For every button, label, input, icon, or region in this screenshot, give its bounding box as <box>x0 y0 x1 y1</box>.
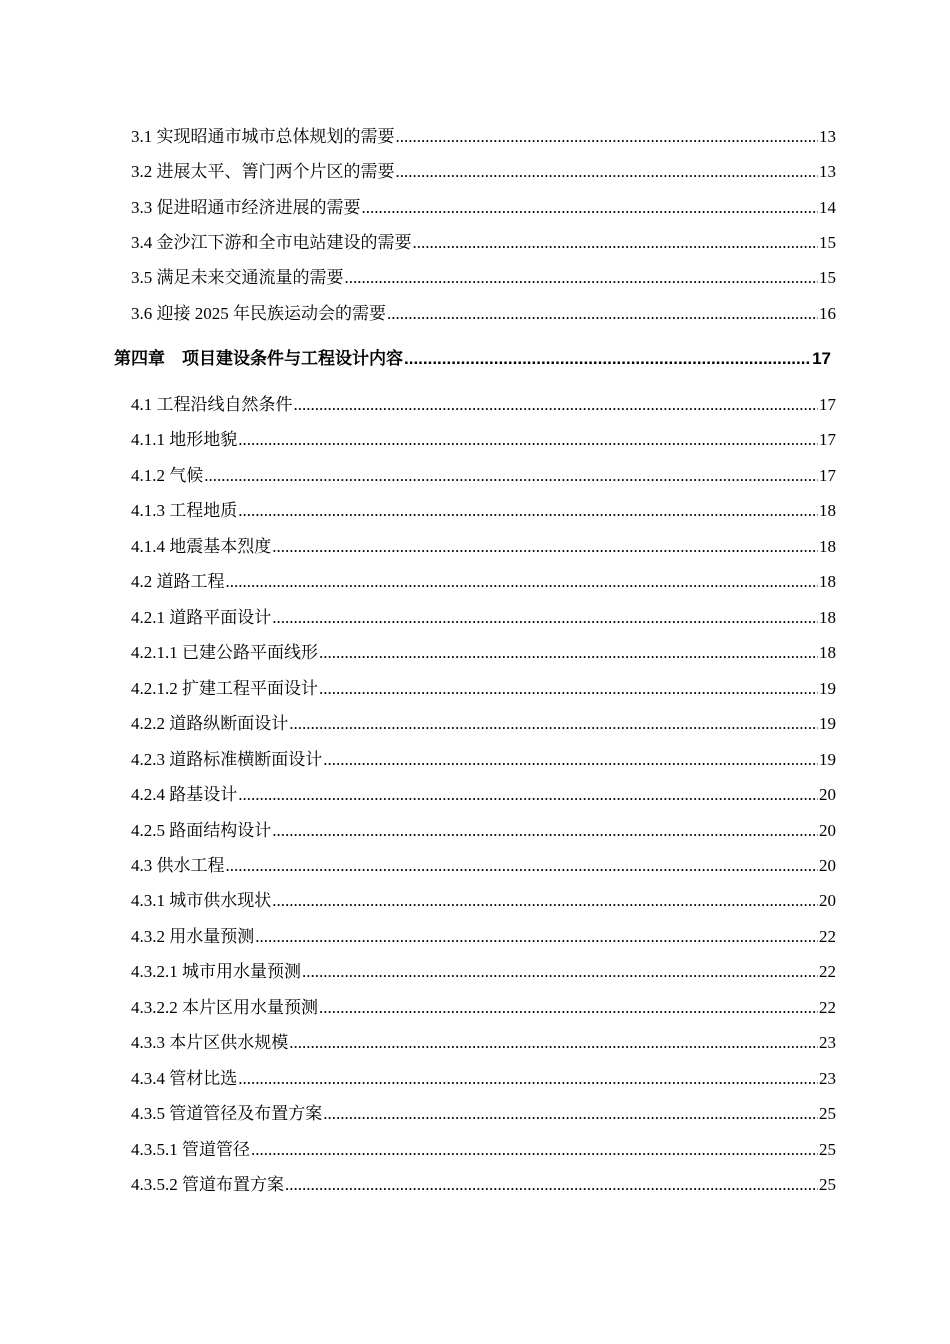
toc-entry[interactable] <box>131 675 836 703</box>
toc-entry-page: 17 <box>819 430 836 449</box>
toc-entry[interactable] <box>131 123 836 151</box>
toc-entry-page: 25 <box>819 1140 836 1159</box>
toc-entry-page: 13 <box>819 162 836 181</box>
dot-leader <box>323 746 818 774</box>
toc-entry-page: 25 <box>819 1104 836 1123</box>
toc-entry-label: 4.3.5.1 管道管径 <box>131 1140 250 1159</box>
toc-entry-label: 3.4 金沙江下游和全市电站建设的需要 <box>131 233 412 252</box>
toc-entry-page: 16 <box>819 304 836 323</box>
toc-entry[interactable] <box>131 710 836 738</box>
toc-entry-label: 4.1.1 地形地貌 <box>131 430 238 449</box>
toc-entry-page: 23 <box>819 1069 836 1088</box>
toc-entry-page: 14 <box>819 198 836 217</box>
toc-entry-page: 15 <box>819 233 836 252</box>
toc-entry-page: 20 <box>819 891 836 910</box>
dot-leader <box>251 1136 818 1164</box>
toc-entry-page: 18 <box>819 608 836 627</box>
dot-leader <box>272 817 818 845</box>
toc-entry-label: 3.3 促进昭通市经济进展的需要 <box>131 198 361 217</box>
dot-leader <box>238 426 818 454</box>
dot-leader <box>238 497 818 525</box>
toc-entry-label: 4.3.1 城市供水现状 <box>131 891 272 910</box>
toc-entry-label: 4.2 道路工程 <box>131 572 225 591</box>
dot-leader <box>255 923 818 951</box>
dot-leader <box>362 194 819 222</box>
toc-entry-label: 4.3.2.1 城市用水量预测 <box>131 962 301 981</box>
toc-entry-page: 17 <box>819 466 836 485</box>
toc-entry-page: 25 <box>819 1175 836 1194</box>
toc-entry-label: 3.6 迎接 2025 年民族运动会的需要 <box>131 304 386 323</box>
toc-entry-page: 19 <box>819 679 836 698</box>
dot-leader <box>302 958 818 986</box>
toc-entry[interactable] <box>131 639 836 667</box>
toc-entry-label: 4.1.3 工程地质 <box>131 501 238 520</box>
toc-entry-label: 4.2.5 路面结构设计 <box>131 821 272 840</box>
toc-entry-label: 4.2.1 道路平面设计 <box>131 608 272 627</box>
dot-leader <box>396 123 819 151</box>
toc-entry-page: 15 <box>819 268 836 287</box>
toc-entry-label: 3.1 实现昭通市城市总体规划的需要 <box>131 127 395 146</box>
dot-leader <box>272 533 818 561</box>
toc-entry-page: 20 <box>819 821 836 840</box>
toc-entry-label: 4.3.2.2 本片区用水量预测 <box>131 998 318 1017</box>
dot-leader <box>238 781 818 809</box>
toc-entry-label: 4.3 供水工程 <box>131 856 225 875</box>
toc-entry-label: 4.3.5.2 管道布置方案 <box>131 1175 284 1194</box>
toc-entry-page: 22 <box>819 998 836 1017</box>
toc-entry-label: 3.5 满足未来交通流量的需要 <box>131 268 344 287</box>
toc-entry-label: 4.1 工程沿线自然条件 <box>131 395 293 414</box>
toc-entry[interactable] <box>131 533 836 561</box>
toc-entry-page: 17 <box>819 395 836 414</box>
toc-entry[interactable] <box>131 391 836 419</box>
dot-leader <box>387 300 818 328</box>
toc-entry-label: 4.1.2 气候 <box>131 466 204 485</box>
dot-leader <box>345 264 819 292</box>
toc-entry-label: 4.3.2 用水量预测 <box>131 927 255 946</box>
toc-entry-page: 19 <box>819 714 836 733</box>
toc-chapter-page: 17 <box>812 349 831 368</box>
dot-leader <box>294 391 819 419</box>
dot-leader <box>319 639 818 667</box>
toc-entry-label: 4.2.1.2 扩建工程平面设计 <box>131 679 318 698</box>
toc-entry-label: 4.2.4 路基设计 <box>131 785 238 804</box>
toc-entry[interactable] <box>131 1100 836 1128</box>
dot-leader <box>319 675 818 703</box>
dot-leader <box>226 568 819 596</box>
dot-leader <box>289 710 818 738</box>
dot-leader <box>285 1171 818 1199</box>
toc-entry-page: 13 <box>819 127 836 146</box>
toc-entry-page: 22 <box>819 927 836 946</box>
toc-chapter-entry[interactable] <box>114 345 831 373</box>
toc-entry[interactable] <box>131 1171 836 1199</box>
dot-leader <box>238 1065 818 1093</box>
toc-entry[interactable] <box>131 604 836 632</box>
dot-leader <box>226 852 819 880</box>
toc-entry-label: 4.3.4 管材比选 <box>131 1069 238 1088</box>
toc-entry[interactable] <box>131 746 836 774</box>
toc-entry[interactable] <box>131 264 836 292</box>
toc-entry-label: 4.1.4 地震基本烈度 <box>131 537 272 556</box>
toc-entry[interactable] <box>131 852 836 880</box>
toc-entry-label: 4.3.3 本片区供水规模 <box>131 1033 289 1052</box>
toc-entry-label: 4.3.5 管道管径及布置方案 <box>131 1104 323 1123</box>
dot-leader <box>289 1029 818 1057</box>
toc-entry[interactable] <box>131 1136 836 1164</box>
toc-entry[interactable] <box>131 1065 836 1093</box>
dot-leader <box>204 462 818 490</box>
toc-entry[interactable] <box>131 300 836 328</box>
toc-entry-page: 19 <box>819 750 836 769</box>
toc-entry[interactable] <box>131 781 836 809</box>
toc-entry[interactable] <box>131 817 836 845</box>
toc-entry-page: 20 <box>819 856 836 875</box>
toc-entry-label: 4.2.1.1 已建公路平面线形 <box>131 643 318 662</box>
dot-leader <box>396 158 819 186</box>
toc-entry[interactable] <box>131 426 836 454</box>
dot-leader <box>319 994 818 1022</box>
toc-entry-label: 3.2 进展太平、箐门两个片区的需要 <box>131 162 395 181</box>
toc-entry[interactable] <box>131 568 836 596</box>
toc-entry-page: 18 <box>819 501 836 520</box>
toc-entry-page: 22 <box>819 962 836 981</box>
dot-leader <box>413 229 819 257</box>
toc-entry[interactable] <box>131 497 836 525</box>
toc-entry[interactable] <box>131 462 836 490</box>
toc-entry[interactable] <box>131 158 836 186</box>
toc-entry-page: 18 <box>819 643 836 662</box>
toc-entry[interactable] <box>131 994 836 1022</box>
toc-entry-label: 4.2.2 道路纵断面设计 <box>131 714 289 733</box>
dot-leader <box>323 1100 818 1128</box>
dot-leader <box>272 604 818 632</box>
toc-entry[interactable] <box>131 923 836 951</box>
toc-entry-page: 18 <box>819 537 836 556</box>
toc-chapter-label: 第四章 项目建设条件与工程设计内容 <box>114 349 403 368</box>
toc-entry-page: 18 <box>819 572 836 591</box>
dot-leader <box>272 887 818 915</box>
toc-entry[interactable] <box>131 1029 836 1057</box>
toc-entry-label: 4.2.3 道路标准横断面设计 <box>131 750 323 769</box>
toc-entry[interactable] <box>131 194 836 222</box>
toc-entry-page: 20 <box>819 785 836 804</box>
dot-leader <box>404 345 811 373</box>
toc-entry[interactable] <box>131 229 836 257</box>
toc-entry-page: 23 <box>819 1033 836 1052</box>
toc-entry[interactable] <box>131 958 836 986</box>
toc-entry[interactable] <box>131 887 836 915</box>
